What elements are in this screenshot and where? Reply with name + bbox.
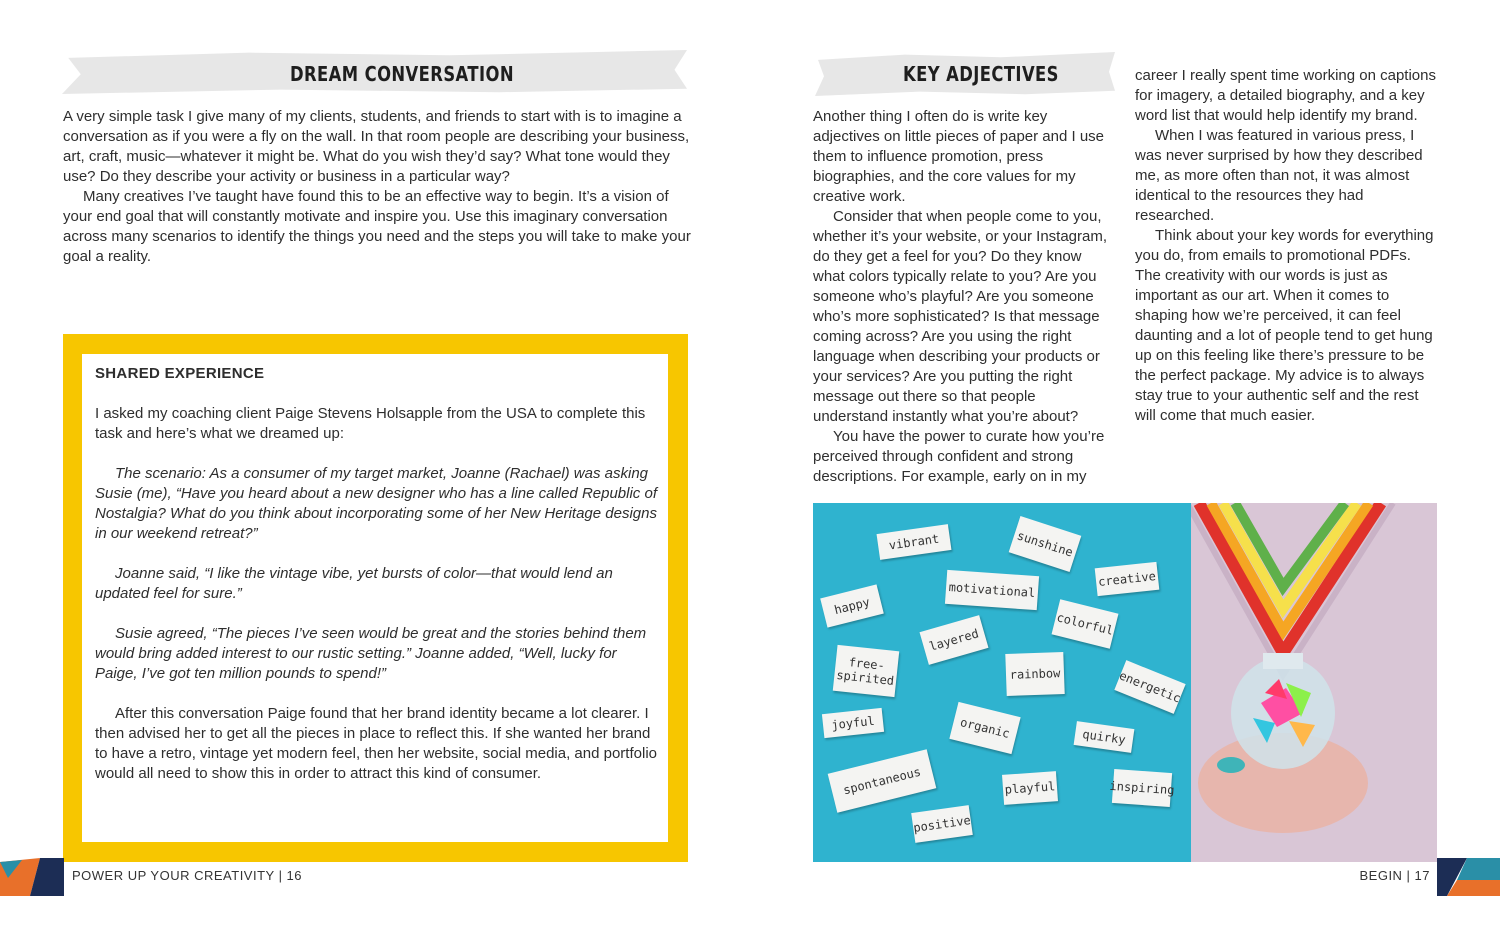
right-column-1 [813,107,1113,487]
right-col1-paragraph-3: You have the power to curate how you’re perceived through confident and strong descriptions. For example, early on in my [813,428,1105,485]
right-banner-title: KEY ADJECTIVES [903,62,1059,86]
closing-paragraph: After this conversation Paige found that her brand identity became a lot clearer. I then advised her to get all the pieces in place to reflect this. If she wanted her brand to have a retro, vintage yet modern feel, then her website, social media, and portfolio would all need to show this in order to attract this kind of consumer. [95,705,657,782]
scenario-paragraph: The scenario: As a consumer of my target market, Joanne (Rachael) was asking Susie (me), “Have you heard about a new designer who has a line called Republic of Nostalgia? What do you think about incorporating some of her New Heritage designs in our weekend retreat?” [95,465,657,542]
left-footer: POWER UP YOUR CREATIVITY | 16 [72,868,303,883]
right-col2-paragraph-3: Think about your key words for everything you do, from emails to promotional PDFs. The creativity with our words is just as important as our art. When it comes to shaping how we’re perceived, it can feel daunting and a lot of people tend to get hung up on this feeling like there’s pressure to be the perfect package. My advice is to always stay true to your authentic self and the rest will come that much easier. [1135,227,1434,424]
right-col2-paragraph-2: When I was featured in various press, I was never surprised by how they described me, as more often than not, it was almost identical to the resources they had researched. [1135,127,1423,224]
adjectives-photo [813,503,1191,862]
note-spontaneous: spontaneous [828,749,937,812]
jar-photo [1191,503,1437,862]
note-layered: layered [920,615,989,665]
note-free-spirited: free-spirited [833,645,899,697]
note-inspiring: inspiring [1112,769,1172,807]
shared-experience-intro: I asked my coaching client Paige Stevens Holsapple from the USA to complete this task and here’s what we dreamed up: [95,405,646,442]
note-quirky: quirky [1074,721,1135,753]
note-motivational: motivational [945,570,1039,610]
note-energetic: energetic [1114,660,1185,714]
left-corner-decoration [0,858,64,896]
sweater-rainbow-illustration [1191,503,1437,862]
joanne-paragraph: Joanne said, “I like the vintage vibe, yet bursts of color—that would lend an updated feel for sure.” [95,565,613,602]
right-col1-paragraph-1: Another thing I often do is write key adjectives on little pieces of paper and I use them to influence promotion, press biographies, and the core values for my creative work. [813,108,1105,205]
note-sunshine: sunshine [1009,516,1082,572]
note-playful: playful [1002,771,1058,805]
left-paragraph-1: A very simple task I give many of my clients, students, and friends to start with is to imagine a conversation as if you were a fly on the wall. In that room people are describing your business, art, craft, music—whatever it might be. What do you wish they’d say? What tone would they use? Do they describe your activity or business in a particular way? [63,108,690,185]
note-organic: organic [949,702,1020,754]
note-creative: creative [1095,562,1160,596]
note-happy: happy [820,584,884,627]
right-corner-decoration [1437,858,1500,896]
susie-paragraph: Susie agreed, “The pieces I’ve seen would be great and the stories behind them would bring added interest to our rustic setting.” Joanne added, “Well, lucky for Paige, I’ve got ten million pounds to spend!” [95,625,647,682]
note-colorful: colorful [1052,599,1119,648]
note-rainbow: rainbow [1005,652,1064,696]
right-col1-paragraph-2: Consider that when people come to you, whether it’s your website, or your Instagram, do they get a feel for you? Do they know what colors typically relate to you? Are you someone who’s playful? Are you someone who’s more sophisticated? Is that message coming across? Are you using the right language when describing your products or your services? Are you putting the right message out there so that people understand instantly what you’re about? [813,208,1108,425]
right-footer: BEGIN | 17 [1359,868,1430,883]
shared-experience-heading: SHARED EXPERIENCE [95,365,265,382]
note-positive: positive [911,805,973,843]
left-body-text [63,107,693,267]
shared-experience-content [95,364,660,784]
right-col2-paragraph-1: career I really spent time working on captions for imagery, a detailed biography, and a key word list that would help identify my brand. [1135,67,1436,124]
note-vibrant: vibrant [877,524,952,560]
right-column-2 [1135,66,1440,426]
left-paragraph-2: Many creatives I’ve taught have found this to be an effective way to begin. It’s a vision of your end goal that will constantly motivate and inspire you. Use this imaginary conversation across many scenarios to identify the things you need and the steps you will take to make your goal a reality. [63,188,691,265]
note-joyful: joyful [822,708,884,738]
left-banner-title: DREAM CONVERSATION [290,62,514,86]
